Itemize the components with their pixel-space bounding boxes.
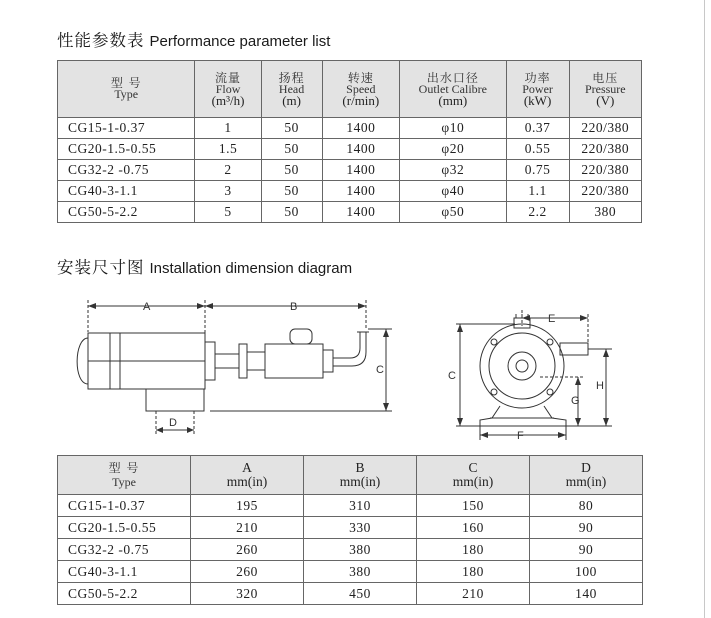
table-row: [58, 561, 643, 583]
cell-outlet: φ32: [400, 160, 506, 181]
cell-d: 140: [530, 583, 643, 605]
label-e: E: [548, 313, 556, 325]
dimension-header-row: [58, 456, 643, 495]
cell-flow: 5: [195, 202, 261, 223]
cell-c: 160: [417, 517, 530, 539]
cell-outlet: φ20: [400, 139, 506, 160]
cell-flow: 1.5: [195, 139, 261, 160]
cell-type: CG32-2 -0.75: [58, 160, 195, 181]
cell-voltage: 380: [569, 202, 641, 223]
cell-d: 90: [530, 539, 643, 561]
cell-power: 0.55: [506, 139, 569, 160]
cell-power: 2.2: [506, 202, 569, 223]
cell-b: 450: [304, 583, 417, 605]
header-type: 型 号 Type: [58, 456, 191, 495]
table-row: [58, 495, 643, 517]
performance-title-zh: 性能参数表: [57, 31, 145, 50]
cell-a: 260: [191, 561, 304, 583]
table-row: [58, 539, 643, 561]
cell-power: 0.75: [506, 160, 569, 181]
cell-c: 180: [417, 561, 530, 583]
label-d: D: [169, 417, 177, 429]
arrow-head: [457, 418, 463, 426]
label-a: A: [143, 301, 151, 313]
arrow-head: [558, 432, 566, 438]
cell-a: 260: [191, 539, 304, 561]
arrow-head: [575, 377, 581, 385]
cell-type: CG20-1.5-0.55: [58, 517, 191, 539]
cell-head: 50: [261, 139, 322, 160]
cell-speed: 1400: [322, 181, 400, 202]
cell-voltage: 220/380: [569, 181, 641, 202]
arrow-head: [603, 349, 609, 357]
label-f: F: [517, 430, 524, 442]
cell-head: 50: [261, 181, 322, 202]
installation-title-zh: 安装尺寸图: [57, 258, 145, 277]
cell-voltage: 220/380: [569, 160, 641, 181]
cell-voltage: 220/380: [569, 118, 641, 139]
cell-type: CG50-5-2.2: [58, 583, 191, 605]
performance-title: [57, 27, 330, 51]
arrow-head: [603, 418, 609, 426]
header-a: A mm(in): [191, 456, 304, 495]
table-row: [58, 202, 642, 223]
label-g: G: [571, 395, 580, 407]
cell-outlet: φ40: [400, 181, 506, 202]
performance-title-en: Performance parameter list: [149, 33, 331, 50]
arrow-head: [575, 418, 581, 426]
installation-title: [57, 254, 352, 278]
label-c-front: C: [448, 370, 456, 382]
cell-b: 380: [304, 561, 417, 583]
pump-housing-outer: [480, 324, 564, 408]
cell-type: CG15-1-0.37: [58, 495, 191, 517]
cell-a: 195: [191, 495, 304, 517]
cell-type: CG20-1.5-0.55: [58, 139, 195, 160]
cell-speed: 1400: [322, 202, 400, 223]
arrow-head: [480, 432, 488, 438]
dimension-table: [57, 455, 643, 605]
cell-c: 150: [417, 495, 530, 517]
header-head: 扬程 Head (m): [261, 61, 322, 118]
cell-power: 1.1: [506, 181, 569, 202]
cell-speed: 1400: [322, 139, 400, 160]
table-row: [58, 139, 642, 160]
cell-outlet: φ10: [400, 118, 506, 139]
shaft-center: [516, 360, 528, 372]
label-h: H: [596, 380, 604, 392]
cell-type: CG40-3-1.1: [58, 181, 195, 202]
arrow-head: [580, 315, 588, 321]
cell-flow: 3: [195, 181, 261, 202]
header-speed: 转速 Speed (r/min): [322, 61, 400, 118]
arrow-head: [457, 324, 463, 332]
cell-flow: 2: [195, 160, 261, 181]
cell-head: 50: [261, 160, 322, 181]
cell-speed: 1400: [322, 160, 400, 181]
installation-title-en: Installation dimension diagram: [149, 260, 353, 277]
cell-a: 210: [191, 517, 304, 539]
cell-type: CG40-3-1.1: [58, 561, 191, 583]
table-row: [58, 181, 642, 202]
performance-table: [57, 60, 642, 223]
cell-outlet: φ50: [400, 202, 506, 223]
header-b: B mm(in): [304, 456, 417, 495]
table-row: [58, 583, 643, 605]
table-row: [58, 118, 642, 139]
cell-type: CG32-2 -0.75: [58, 539, 191, 561]
header-outlet-calibre: 出水口径 Outlet Calibre (mm): [400, 61, 506, 118]
bolt: [547, 339, 553, 345]
bolt: [491, 339, 497, 345]
header-c: C mm(in): [417, 456, 530, 495]
impeller: [508, 352, 536, 380]
cell-d: 90: [530, 517, 643, 539]
cell-power: 0.37: [506, 118, 569, 139]
pump-base: [480, 406, 566, 426]
header-type: 型 号 Type: [58, 61, 195, 118]
cell-d: 80: [530, 495, 643, 517]
arrow-head: [522, 315, 530, 321]
table-row: [58, 160, 642, 181]
header-voltage: 电压 Pressure (V): [569, 61, 641, 118]
cell-c: 210: [417, 583, 530, 605]
cell-speed: 1400: [322, 118, 400, 139]
cell-b: 380: [304, 539, 417, 561]
cell-flow: 1: [195, 118, 261, 139]
side-outlet: [560, 343, 588, 355]
cell-d: 100: [530, 561, 643, 583]
cell-type: CG50-5-2.2: [58, 202, 195, 223]
table-row: [58, 517, 643, 539]
header-power: 功率 Power (kW): [506, 61, 569, 118]
cell-voltage: 220/380: [569, 139, 641, 160]
bolt: [491, 389, 497, 395]
label-c: C: [376, 364, 384, 376]
bolt: [547, 389, 553, 395]
cell-b: 330: [304, 517, 417, 539]
cell-type: CG15-1-0.37: [58, 118, 195, 139]
header-flow: 流量 Flow (m³/h): [195, 61, 261, 118]
cell-a: 320: [191, 583, 304, 605]
pump-housing-inner: [489, 333, 555, 399]
header-d: D mm(in): [530, 456, 643, 495]
cell-head: 50: [261, 202, 322, 223]
front-view-drawing: [0, 280, 711, 450]
cell-b: 310: [304, 495, 417, 517]
cell-head: 50: [261, 118, 322, 139]
label-b: B: [290, 301, 298, 313]
cell-c: 180: [417, 539, 530, 561]
performance-header-row: [58, 61, 642, 118]
